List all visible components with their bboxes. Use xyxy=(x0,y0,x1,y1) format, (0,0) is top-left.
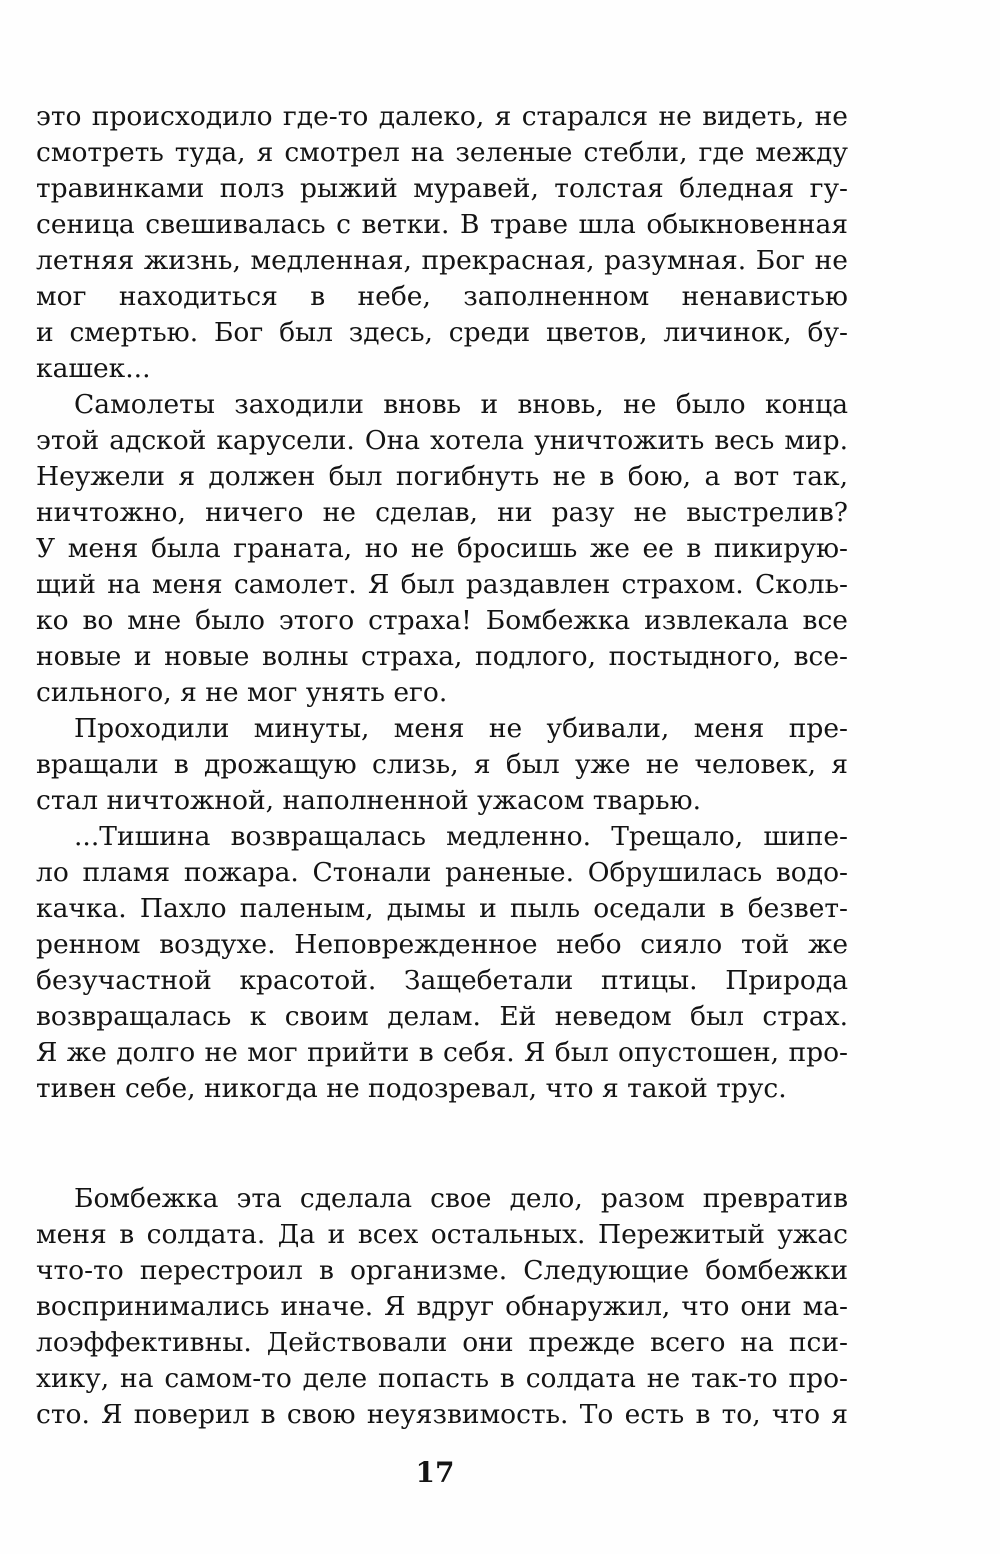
text-line: этой адской карусели. Она хотела уничтожить весь мир. xyxy=(36,425,848,456)
text-block-bottom xyxy=(36,1181,848,1433)
text-line: ло пламя пожара. Стонали раненые. Обрушилась водо- xyxy=(36,857,848,888)
text-line: новые и новые волны страха, подлого, постыдного, все- xyxy=(36,641,848,672)
text-line: щий на меня самолет. Я был раздавлен страхом. Сколь- xyxy=(36,569,848,600)
text-line: Самолеты заходили вновь и вновь, не было конца xyxy=(74,389,848,420)
text-line: Проходили минуты, меня не убивали, меня пре- xyxy=(74,713,848,744)
text-line: сеница свешивалась с ветки. В траве шла обыкновенная xyxy=(36,209,848,240)
text-line: это происходило где-то далеко, я старался не видеть, не xyxy=(36,101,848,132)
text-line: мог находиться в небе, заполненном ненавистью xyxy=(36,281,848,312)
text-line: хику, на самом-то деле попасть в солдата не так-то про- xyxy=(36,1363,848,1394)
text-block-top xyxy=(36,99,848,1107)
page-number: 17 xyxy=(415,1456,455,1489)
text-line: У меня была граната, но не бросишь же ее в пикирую- xyxy=(36,533,848,564)
text-line: меня в солдата. Да и всех остальных. Пережитый ужас xyxy=(36,1219,848,1250)
text-line: сто. Я поверил в свою неуязвимость. То есть в то, что я xyxy=(36,1399,848,1430)
text-line: стал ничтожной, наполненной ужасом тварью. xyxy=(36,785,702,816)
paragraph-3 xyxy=(36,711,848,819)
text-line: качка. Пахло паленым, дымы и пыль оседали в безвет- xyxy=(36,893,848,924)
text-line: Неужели я должен был погибнуть не в бою, а вот так, xyxy=(36,461,848,492)
paragraph-2 xyxy=(36,387,848,711)
text-line: травинками полз рыжий муравей, толстая бледная гу- xyxy=(36,173,848,204)
text-line: летняя жизнь, медленная, прекрасная, разумная. Бог не xyxy=(36,245,848,276)
text-line: Бомбежка эта сделала свое дело, разом превратив xyxy=(74,1183,848,1214)
paragraph-1 xyxy=(36,99,848,387)
paragraph-4 xyxy=(36,819,848,1107)
text-line: кашек... xyxy=(36,353,151,384)
text-line: смотреть туда, я смотрел на зеленые стебли, где между xyxy=(36,137,848,168)
text-line: Я же долго не мог прийти в себя. Я был опустошен, про- xyxy=(36,1037,848,1068)
text-line: сильного, я не мог унять его. xyxy=(36,677,448,708)
text-line: ...Тишина возвращалась медленно. Трещало, шипе- xyxy=(74,821,848,852)
paragraph-5 xyxy=(36,1181,848,1433)
text-line: возвращалась к своим делам. Ей неведом был страх. xyxy=(36,1001,848,1032)
text-line: тивен себе, никогда не подозревал, что я такой трус. xyxy=(36,1073,787,1104)
text-line: безучастной красотой. Защебетали птицы. Природа xyxy=(36,965,848,996)
text-line: что-то перестроил в организме. Следующие бомбежки xyxy=(36,1255,848,1286)
text-line: воспринимались иначе. Я вдруг обнаружил, что они ма- xyxy=(36,1291,848,1322)
text-line: ренном воздухе. Неповрежденное небо сияло той же xyxy=(36,929,848,960)
text-line: ко во мне было этого страха! Бомбежка извлекала все xyxy=(36,605,848,636)
text-line: и смертью. Бог был здесь, среди цветов, личинок, бу- xyxy=(36,317,848,348)
text-line: лоэффективны. Действовали они прежде всего на пси- xyxy=(36,1327,848,1358)
text-line: вращали в дрожащую слизь, я был уже не человек, я xyxy=(36,749,848,780)
text-line: ничтожно, ничего не сделав, ни разу не выстрелив? xyxy=(36,497,848,528)
